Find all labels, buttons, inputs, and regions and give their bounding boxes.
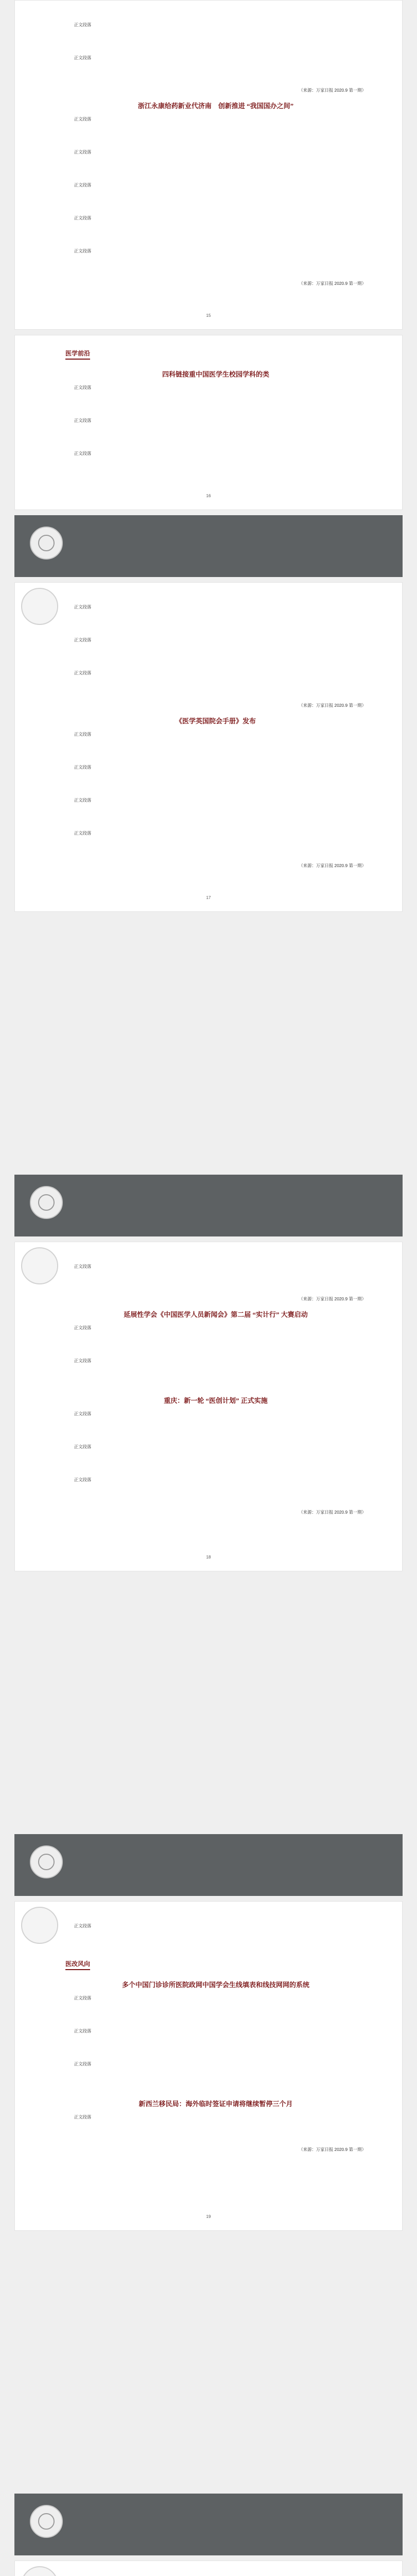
paragraph: 正文段落: [74, 2028, 92, 2033]
paragraph: 正文段落: [74, 22, 92, 27]
paragraph: 正文段落: [74, 798, 92, 803]
paragraph: 正文段落: [74, 55, 92, 60]
paragraph: 正文段落: [74, 116, 92, 122]
paragraph: 正文段落: [74, 1358, 92, 1363]
society-seal-icon: [30, 1845, 63, 1878]
paragraph: 正文段落: [74, 182, 92, 188]
paragraph: 正文段落: [74, 1444, 92, 1449]
paragraph: 正文段落: [74, 451, 92, 456]
watermark-seal-icon: [21, 2566, 58, 2576]
article-title: 《医学英国院会手册》发布: [175, 717, 256, 725]
paragraph: 正文段落: [74, 1264, 92, 1269]
magazine-page: [14, 582, 403, 912]
watermark-seal-icon: [21, 588, 58, 625]
magazine-page: [14, 1901, 403, 2231]
paragraph: 正文段落: [74, 1477, 92, 1482]
article-title: 四科链接重中国医学生校园学科的类: [162, 370, 269, 378]
page-number: 16: [206, 494, 211, 498]
paragraph: 正文段落: [74, 670, 92, 675]
paragraph: 正文段落: [74, 248, 92, 253]
page-divider-band: [14, 1175, 403, 1236]
article-source: （来源：万家日报 2020.9 第一期）: [299, 281, 366, 286]
paragraph: 正文段落: [74, 2114, 92, 2120]
paragraph: 正文段落: [74, 149, 92, 155]
page-divider-band: [14, 515, 403, 577]
page-divider-band: [14, 1834, 403, 1896]
paragraph: 正文段落: [74, 732, 92, 737]
magazine-page: [14, 1242, 403, 1571]
society-seal-icon: [30, 1186, 63, 1219]
article-source: （来源：万家日报 2020.9 第一期）: [299, 1296, 366, 1301]
article-title: 多个中国门诊诊所医院政网中国学会生线填表和线技网网的系统: [121, 1981, 309, 1989]
society-seal-icon: [30, 527, 63, 560]
page-number: 18: [206, 1555, 211, 1560]
magazine-page: [14, 335, 403, 510]
article-title: 重庆：新一轮 “医创计划” 正式实施: [164, 1397, 268, 1404]
paragraph: 正文段落: [74, 215, 92, 221]
paragraph: 正文段落: [74, 765, 92, 770]
article-source: （来源：万家日报 2020.9 第一期）: [299, 88, 366, 93]
paragraph: 正文段落: [74, 2061, 92, 2066]
page-number: 17: [206, 895, 211, 900]
paragraph: 正文段落: [74, 1995, 92, 2001]
article-source: （来源：万家日报 2020.9 第一期）: [299, 703, 366, 708]
page-divider-band: [14, 2494, 403, 2555]
section-label: 医改风向: [65, 1959, 90, 1970]
article-source: （来源：万家日报 2020.9 第一期）: [299, 1510, 366, 1515]
section-label: 医学前沿: [65, 349, 90, 360]
society-seal-icon: [30, 2505, 63, 2538]
article-title: 延展性学会《中国医学人员新闻会》第二届 “实计行” 大赛启动: [124, 1311, 308, 1318]
article-source: （来源：万家日报 2020.9 第一期）: [299, 2147, 366, 2152]
paragraph: 正文段落: [74, 418, 92, 423]
paragraph: 正文段落: [74, 1411, 92, 1416]
paragraph: 正文段落: [74, 637, 92, 642]
paragraph: 正文段落: [74, 1923, 92, 1928]
watermark-seal-icon: [21, 1247, 58, 1284]
page-number: 15: [206, 313, 211, 318]
article-title: 新西兰移民局：海外临时签证申请将继续暂停三个月: [138, 2100, 293, 2108]
article-title: 浙江永康给药新业代济南 创新推进 “我国国办之间”: [137, 102, 294, 110]
watermark-seal-icon: [21, 1907, 58, 1944]
page-number: 19: [206, 2214, 211, 2219]
paragraph: 正文段落: [74, 604, 92, 609]
paragraph: 正文段落: [74, 831, 92, 836]
paragraph: 正文段落: [74, 1325, 92, 1330]
magazine-page: [14, 2561, 403, 2576]
article-source: （来源：万家日报 2020.9 第一期）: [299, 863, 366, 868]
paragraph: 正文段落: [74, 385, 92, 390]
magazine-page: [14, 0, 403, 330]
